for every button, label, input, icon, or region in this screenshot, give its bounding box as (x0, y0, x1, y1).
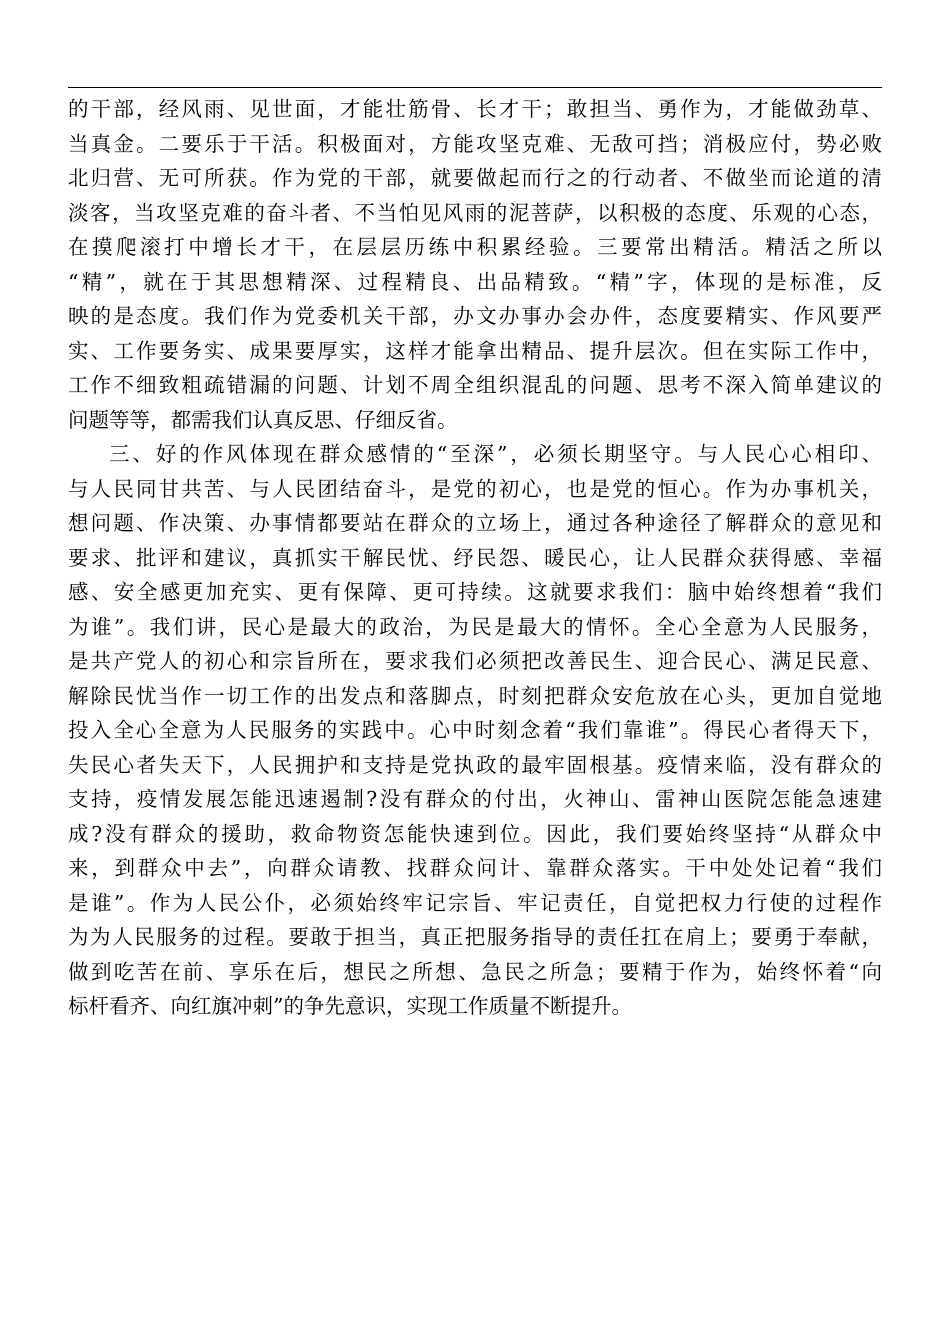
text-line: 当真金。二要乐于干活。积极面对，方能攻坚克难、无敌可挡；消极应付，势必败 (68, 131, 882, 156)
text-line: 失民心者失天下，人民拥护和支持是党执政的最牢固根基。疫情来临，没有群众的 (68, 752, 882, 777)
text-line: 要求、批评和建议，真抓实干解民忧、纾民怨、暖民心，让人民群众获得感、幸福 (68, 545, 882, 570)
text-line: 为为人民服务的过程。要敢于担当，真正把服务指导的责任扛在肩上；要勇于奉献， (68, 925, 882, 949)
text-line: 北归营、无可所获。作为党的干部，就要做起而行之的行动者、不做坐而论道的清 (68, 166, 882, 190)
text-line: 支持，疫情发展怎能迅速遏制?没有群众的付出，火神山、雷神山医院怎能急速建 (68, 787, 882, 811)
body-text (68, 92, 882, 1024)
text-line: 实、工作要务实、成果要厚实，这样才能拿出精品、提升层次。但在实际工作中， (68, 338, 882, 363)
paragraph-2 (68, 437, 882, 1024)
text-line: 的干部，经风雨、见世面，才能壮筋骨、长才干；敢担当、勇作为，才能做劲草、 (68, 97, 882, 121)
text-line: 成?没有群众的援助，救命物资怎能快速到位。因此，我们要始终坚持“从群众中 (68, 821, 882, 846)
text-line: 工作不细致粗疏错漏的问题、计划不周全组织混乱的问题、思考不深入简单建议的 (68, 373, 882, 397)
text-line: 与人民同甘共苦、与人民团结奋斗，是党的初心，也是党的恒心。作为办事机关， (68, 476, 882, 501)
text-line: “精”，就在于其思想精深、过程精良、出品精致。“精”字，体现的是标准，反 (68, 269, 882, 294)
header-rule (68, 87, 882, 88)
text-line: 投入全心全意为人民服务的实践中。心中时刻念着“我们靠谁”。得民心者得天下， (68, 718, 882, 742)
text-line: 想问题、作决策、办事情都要站在群众的立场上，通过各种途径了解群众的意见和 (68, 511, 882, 535)
text-line: 为谁”。我们讲，民心是最大的政治，为民是最大的情怀。全心全意为人民服务， (68, 614, 882, 639)
text-line: 映的是态度。我们作为党委机关干部，办文办事办会办件，态度要精实、作风要严 (68, 304, 882, 328)
text-line: 淡客，当攻坚克难的奋斗者、不当怕见风雨的泥菩萨，以积极的态度、乐观的心态， (68, 200, 882, 225)
text-line: 三、好的作风体现在群众感情的“至深”，必须长期坚守。与人民心心相印、 (109, 442, 882, 466)
text-line: 解除民忧当作一切工作的出发点和落脚点，时刻把群众安危放在心头，更加自觉地 (68, 683, 882, 708)
text-line: 是共产党人的初心和宗旨所在，要求我们必须把改善民生、迎合民心、满足民意、 (68, 649, 882, 673)
text-line: 标杆看齐、向红旗冲刺”的争先意识，实现工作质量不断提升。 (68, 994, 632, 1018)
text-line: 问题等等，都需我们认真反思、仔细反省。 (68, 407, 458, 432)
text-line: 感、安全感更加充实、更有保障、更可持续。这就要求我们：脑中始终想着“我们 (68, 580, 882, 604)
text-line: 在摸爬滚打中增长才干，在层层历练中积累经验。三要常出精活。精活之所以 (68, 235, 882, 259)
text-line: 做到吃苦在前、享乐在后，想民之所想、急民之所急；要精于作为，始终怀着“向 (68, 959, 882, 984)
text-line: 是谁”。作为人民公仆，必须始终牢记宗旨、牢记责任，自觉把权力行使的过程作 (68, 890, 882, 915)
text-line: 来，到群众中去”，向群众请教、找群众问计、靠群众落实。干中处处记着“我们 (68, 856, 882, 880)
paragraph-1 (68, 92, 882, 437)
